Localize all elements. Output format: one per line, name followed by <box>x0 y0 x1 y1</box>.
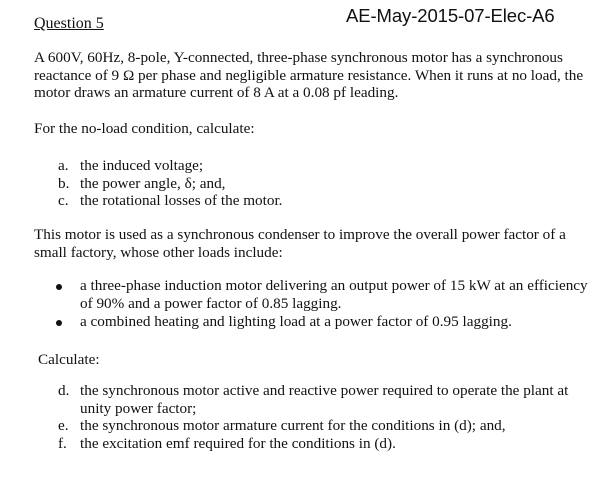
loads-list <box>56 277 588 331</box>
no-load-prompt-text: For the no-load condition, calculate: <box>34 120 255 137</box>
item-text <box>80 382 568 417</box>
item-line: the synchronous motor active and reactive power required to operate the plant at <box>80 382 569 399</box>
item-marker: a. <box>58 157 69 174</box>
item-marker: c. <box>58 192 69 209</box>
calculate-label <box>38 351 613 369</box>
condenser-line: small factory, whose other loads include: <box>34 243 283 261</box>
bullet-item <box>56 277 588 312</box>
bullet-line: a combined heating and lighting load at a power factor of 0.95 lagging. <box>80 313 512 330</box>
item-marker: b. <box>58 174 70 192</box>
bullet-dot <box>56 320 62 326</box>
question-title: Question 5 <box>34 15 104 32</box>
item-text: the power angle, δ; and, <box>80 174 226 192</box>
bullet-text <box>80 277 588 312</box>
bullet-text <box>80 313 588 331</box>
item-line: the synchronous motor armature current for the conditions in (d); and, <box>80 417 506 434</box>
item-line: the excitation emf required for the conditions in (d). <box>80 434 396 452</box>
item-marker: e. <box>58 417 69 434</box>
item-marker: d. <box>58 382 70 399</box>
intro-line: A 600V, 60Hz, 8-pole, Y-connected, three-phase synchronous motor has a synchronous <box>34 49 563 66</box>
bullet-dot <box>56 284 62 290</box>
intro-paragraph <box>34 49 609 102</box>
condenser-line: This motor is used as a synchronous condenser to improve the overall power factor of a <box>34 226 566 243</box>
item-text: the induced voltage; <box>80 157 204 174</box>
item-text <box>80 417 506 435</box>
document-id: AE-May-2015-07-Elec-A6 <box>346 5 555 26</box>
item-marker: f. <box>58 434 67 452</box>
calculate-label-text: Calculate: <box>38 351 100 368</box>
intro-line: reactance of 9 Ω per phase and negligible armature resistance. When it runs at no load, the <box>34 66 584 84</box>
intro-line: motor draws an armature current of 8 A at a 0.08 pf leading. <box>34 84 399 101</box>
bullet-line: a three-phase induction motor delivering an output power of 15 kW at an efficiency <box>80 277 588 294</box>
condenser-paragraph <box>34 226 609 261</box>
bullet-item <box>56 313 588 331</box>
bullet-line: of 90% and a power factor of 0.85 lagging. <box>80 294 342 312</box>
item-text: the rotational losses of the motor. <box>80 192 283 209</box>
item-text <box>80 435 396 453</box>
item-line: unity power factor; <box>80 399 197 417</box>
no-load-prompt <box>34 120 609 138</box>
